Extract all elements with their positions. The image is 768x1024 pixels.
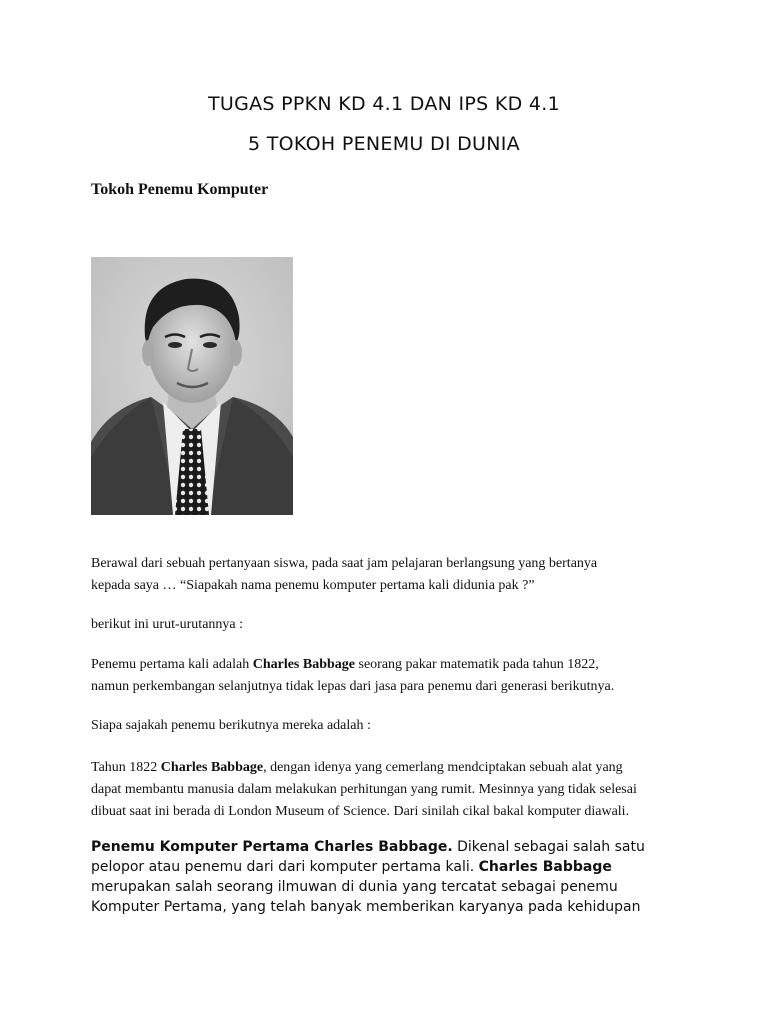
text-line: dapat membantu manusia dalam melakukan perhitungan yang rumit. Mesinnya yang tidak selesai: [91, 782, 637, 797]
text-line: [91, 837, 691, 857]
text-line: [91, 654, 691, 676]
text-line: [91, 857, 691, 877]
text-line: Komputer Pertama, yang telah banyak memberikan karyanya pada kehidupan: [91, 899, 641, 915]
text-line: kepada saya … “Siapakah nama penemu komputer pertama kali didunia pak ?”: [91, 578, 535, 593]
bold-name: Charles Babbage: [478, 859, 612, 875]
document-subtitle: 5 TOKOH PENEMU DI DUNIA: [248, 133, 520, 155]
text-line: Berawal dari sebuah pertanyaan siswa, pada saat jam pelajaran berlangsung yang bertanya: [91, 556, 598, 571]
paragraph-intro: [91, 553, 691, 597]
text-span: , dengan idenya yang cemerlang mendciptakan sebuah alat yang: [263, 760, 623, 775]
text-span: Tahun 1822: [91, 760, 161, 775]
text-line: namun perkembangan selanjutnya tidak lepas dari jasa para penemu dari generasi berikutnya.: [91, 679, 615, 694]
paragraph-list-intro: berikut ini urut-urutannya :: [91, 617, 244, 632]
text-span: Dikenal sebagai salah satu: [452, 839, 645, 855]
text-span: Penemu pertama kali adalah: [91, 657, 253, 672]
paragraph-first-inventor: [91, 654, 691, 698]
document-title: TUGAS PPKN KD 4.1 DAN IPS KD 4.1: [208, 93, 560, 115]
section-heading: Tokoh Penemu Komputer: [91, 181, 269, 198]
bold-heading: Penemu Komputer Pertama Charles Babbage.: [91, 839, 453, 855]
paragraph-babbage-summary: [91, 837, 691, 917]
portrait-photo: [91, 257, 293, 515]
text-line: merupakan salah seorang ilmuwan di dunia yang tercatat sebagai penemu: [91, 879, 618, 895]
bold-name: Charles Babbage: [160, 760, 264, 775]
text-span: pelopor atau penemu dari dari komputer pertama kali.: [91, 859, 479, 875]
text-line: [91, 757, 691, 779]
paragraph-question: Siapa sajakah penemu berikutnya mereka adalah :: [91, 718, 371, 733]
text-span: seorang pakar matematik pada tahun 1822,: [355, 657, 599, 672]
text-line: dibuat saat ini berada di London Museum of Science. Dari sinilah cikal bakal komputer diawali.: [91, 804, 630, 819]
bold-name: Charles Babbage: [252, 657, 356, 672]
paragraph-babbage: [91, 757, 691, 823]
